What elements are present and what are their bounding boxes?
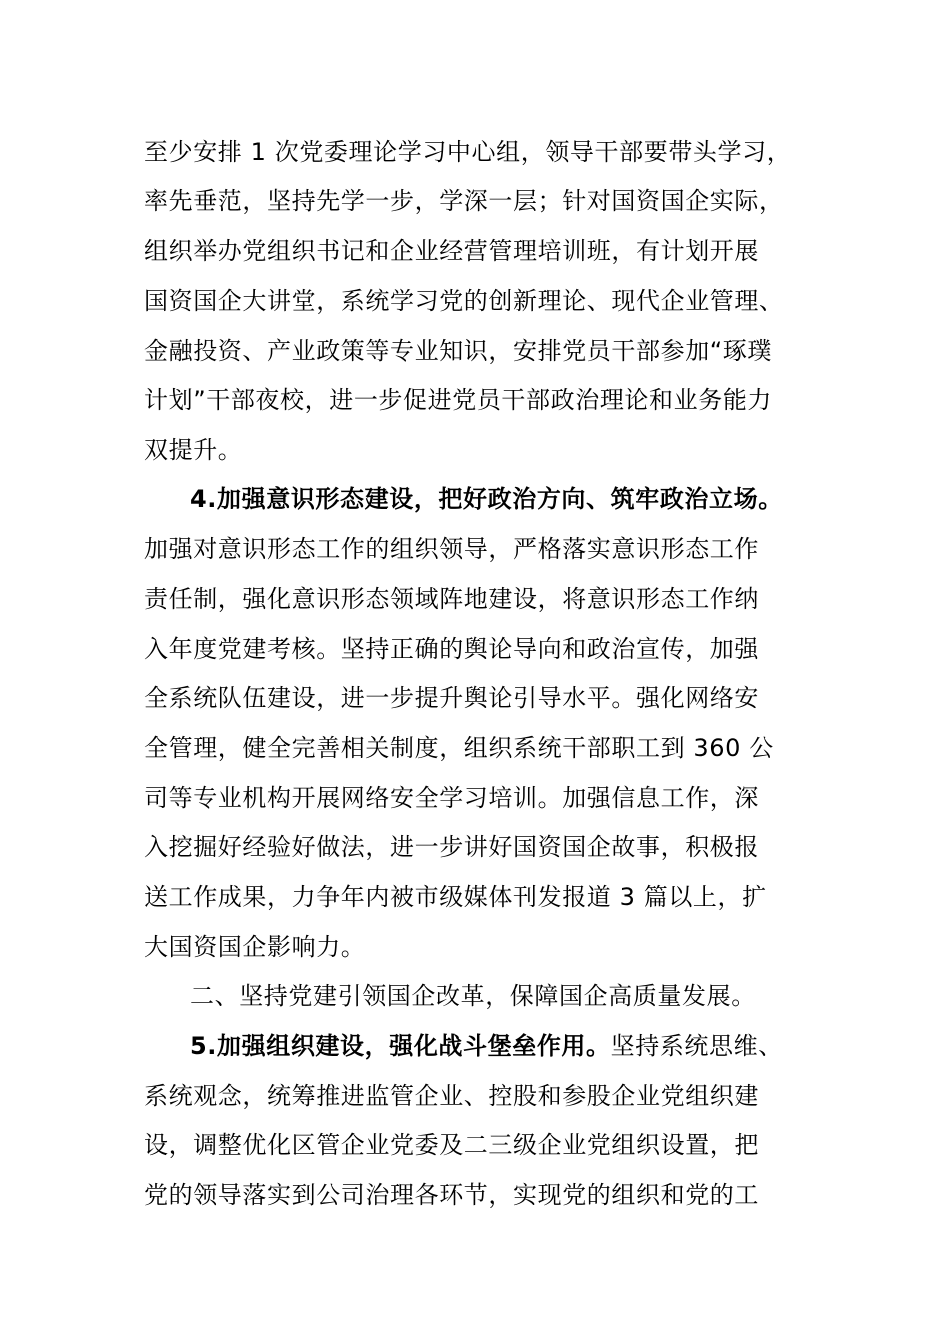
paragraph-line: 司等专业机构开展网络安全学习培训。加强信息工作，深 bbox=[144, 784, 759, 812]
paragraph-line: 组织举办党组织书记和企业经营管理培训班，有计划开展 bbox=[144, 237, 759, 265]
paragraph-line: 全管理，健全完善相关制度，组织系统干部职工到 360 公 bbox=[144, 734, 774, 762]
paragraph-line: 送工作成果，力争年内被市级媒体刊发报道 3 篇以上，扩 bbox=[144, 883, 767, 911]
paragraph-line: 计划”干部夜校，进一步促进党员干部政治理论和业务能力 bbox=[144, 386, 773, 414]
paragraph-line: 设，调整优化区管企业党委及二三级企业党组织设置，把 bbox=[144, 1131, 759, 1159]
paragraph-line: 金融投资、产业政策等专业知识，安排党员干部参加“琢璞 bbox=[144, 337, 773, 365]
paragraph-line: 入挖掘好经验好做法，进一步讲好国资国企故事，积极报 bbox=[144, 833, 759, 861]
paragraph-line: 至少安排 1 次党委理论学习中心组，领导干部要带头学习， bbox=[144, 138, 792, 166]
paragraph-line: 党的领导落实到公司治理各环节，实现党的组织和党的工 bbox=[144, 1181, 759, 1209]
section-5-first-line-text: 坚持系统思维、 bbox=[610, 1032, 783, 1060]
section-5-heading: 5.加强组织建设，强化战斗堡垒作用。 bbox=[190, 1032, 611, 1060]
section-5-first-line bbox=[190, 1031, 783, 1061]
paragraph-line: 入年度党建考核。坚持正确的舆论导向和政治宣传，加强 bbox=[144, 635, 759, 663]
section-4-heading: 4.加强意识形态建设，把好政治方向、筑牢政治立场。 bbox=[190, 485, 783, 513]
paragraph-line: 双提升。 bbox=[144, 436, 243, 464]
paragraph-line: 加强对意识形态工作的组织领导，严格落实意识形态工作 bbox=[144, 535, 759, 563]
paragraph-line: 国资国企大讲堂，系统学习党的创新理论、现代企业管理、 bbox=[144, 287, 784, 315]
paragraph-line: 率先垂范，坚持先学一步，学深一层；针对国资国企实际， bbox=[144, 187, 784, 215]
paragraph-line: 责任制，强化意识形态领域阵地建设，将意识形态工作纳 bbox=[144, 585, 759, 613]
paragraph-line: 全系统队伍建设，进一步提升舆论引导水平。强化网络安 bbox=[144, 684, 759, 712]
part-2-heading: 二、坚持党建引领国企改革，保障国企高质量发展。 bbox=[190, 982, 756, 1010]
paragraph-line: 系统观念，统筹推进监管企业、控股和参股企业党组织建 bbox=[144, 1082, 759, 1110]
paragraph-line: 大国资国企影响力。 bbox=[144, 933, 366, 961]
